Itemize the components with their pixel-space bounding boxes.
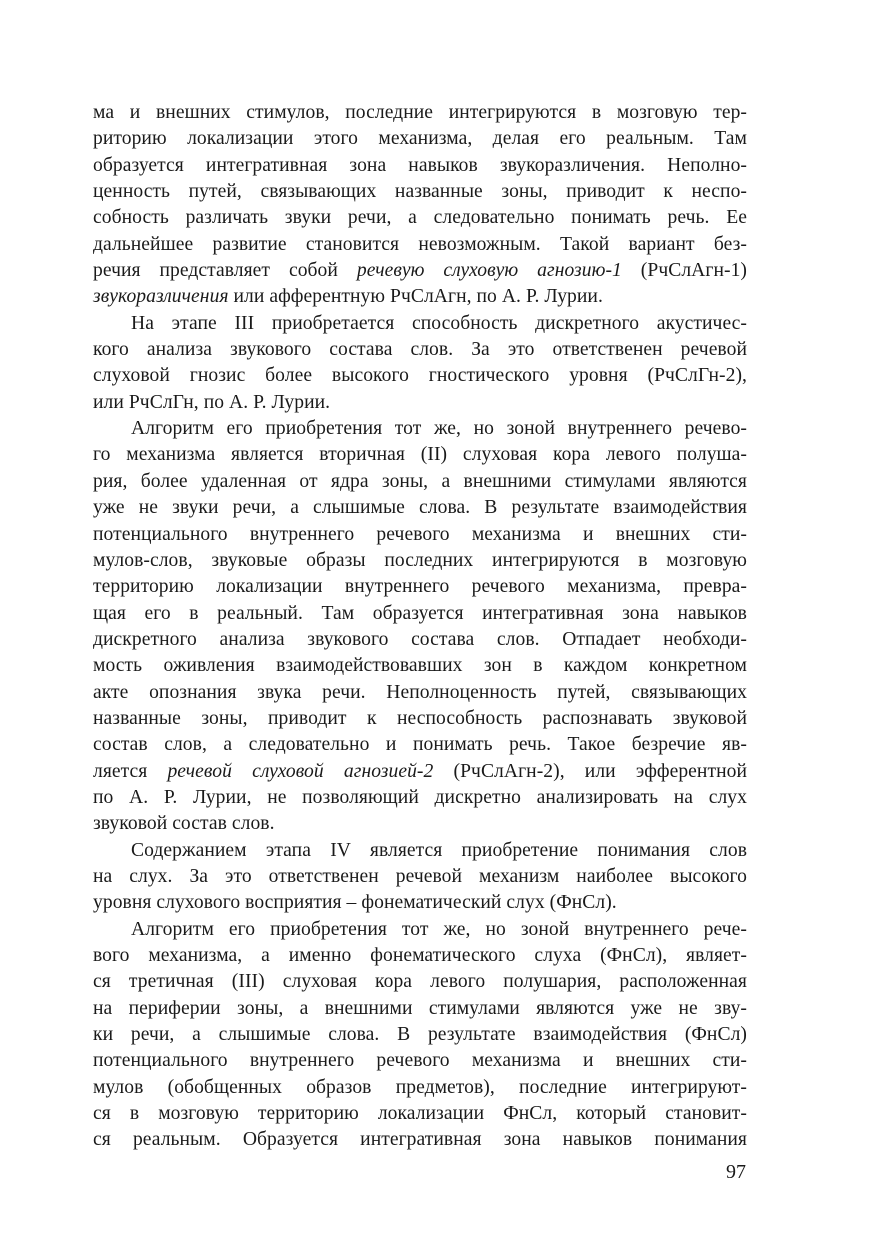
text-line: [93, 179, 747, 205]
text-run: вого механизма, а именно фонематического слуха (ФнСл), являет-: [93, 945, 747, 966]
page-number: 97: [726, 1161, 746, 1183]
text-line: [93, 153, 747, 179]
text-run: потенциального внутреннего речевого механизма и внешних сти-: [93, 523, 747, 545]
text-run: ма и внешних стимулов, последние интегрируются в мозговую тер-: [93, 102, 747, 123]
text-run: названные зоны, приводит к неспособность распознавать звуковой: [93, 707, 747, 729]
text-line: [93, 522, 747, 548]
text-line: [93, 996, 747, 1022]
text-line: [93, 442, 747, 468]
text-run: образуется интегративная зона навыков звукоразличения. Неполно-: [93, 154, 747, 176]
text-line: [93, 601, 747, 627]
text-run: дискретного анализа звукового состава слов. Отпадает необходи-: [93, 628, 747, 650]
text-run: мулов-слов, звуковые образы последних интегрируются в мозговую: [93, 549, 747, 571]
text-line: [93, 653, 747, 679]
text-line: [93, 100, 747, 126]
italic-term: речевую слуховую агнозию-1: [356, 260, 622, 282]
text-line: [93, 890, 747, 916]
text-line: [93, 574, 747, 600]
text-run: ценность путей, связывающих названные зоны, приводит к неспо-: [93, 181, 747, 203]
text-run: ся третичная (III) слуховая кора левого полушария, расположенная: [93, 971, 747, 993]
text-run: рия, более удаленная от ядра зоны, а внешними стимулами являются: [93, 470, 747, 492]
text-run: по А. Р. Лурии, не позволяющий дискретно анализировать на слух: [93, 786, 747, 808]
text-line: [93, 627, 747, 653]
text-line: [93, 1048, 747, 1074]
text-run: или РчСлГн, по А. Р. Лурии.: [93, 391, 331, 413]
text-line: [93, 363, 747, 389]
text-line: [93, 548, 747, 574]
text-run: ся реальным. Образуется интегративная зона навыков понимания: [93, 1129, 747, 1151]
text-run: состав слов, а следовательно и понимать речь. Такое безречие яв-: [93, 734, 747, 756]
text-line: [93, 337, 747, 363]
text-run: кого анализа звукового состава слов. За это ответственен речевой: [93, 339, 747, 361]
text-line: [93, 1075, 747, 1101]
text-line: [93, 495, 747, 521]
italic-term: звукоразличения: [93, 286, 229, 308]
text-line: [93, 126, 747, 152]
text-line: [93, 284, 747, 310]
text-run: слуховой гнозис более высокого гностического уровня (РчСлГн-2),: [93, 365, 747, 387]
text-run: речия представляет собой: [93, 260, 357, 282]
text-run: уже не звуки речи, а слышимые слова. В результате взаимодействия: [93, 497, 747, 519]
text-run: ки речи, а слышимые слова. В результате взаимодействия (ФнСл): [93, 1024, 747, 1046]
italic-term: речевой слуховой агнозией-2: [167, 760, 434, 782]
text-line: [93, 864, 747, 890]
text-line: [93, 416, 747, 442]
text-run: На этапе III приобретается способность дискретного акустичес-: [131, 312, 747, 334]
text-line: [93, 311, 747, 337]
text-line: [93, 232, 747, 258]
text-run: территорию локализации внутреннего речевого механизма, превра-: [93, 576, 747, 598]
text-line: [93, 706, 747, 732]
text-line: [93, 1101, 747, 1127]
text-line: [93, 680, 747, 706]
text-run: го механизма является вторичная (II) слуховая кора левого полуша-: [93, 444, 747, 466]
text-line: [93, 1127, 747, 1153]
text-run: потенциального внутреннего речевого механизма и внешних сти-: [93, 1050, 747, 1072]
text-line: [93, 1022, 747, 1048]
text-line: [93, 838, 747, 864]
text-line: [93, 390, 747, 416]
text-run: Алгоритм его приобретения тот же, но зоной внутреннего рече-: [131, 918, 747, 940]
text-run: акте опознания звука речи. Неполноценность путей, связывающих: [93, 681, 747, 703]
text-run: Алгоритм его приобретения тот же, но зоной внутреннего речево-: [131, 418, 747, 440]
text-run: щая его в реальный. Там образуется интегративная зона навыков: [93, 602, 747, 624]
text-run: на слух. За это ответственен речевой механизм наиболее высокого: [93, 865, 747, 887]
text-run: (РчСлАгн-1): [621, 260, 747, 282]
text-run: ся в мозговую территорию локализации ФнСл, который становит-: [93, 1103, 747, 1125]
text-run: ляется: [93, 760, 168, 782]
text-run: мость оживления взаимодействовавших зон в каждом конкретном: [93, 655, 747, 677]
text-line: [93, 969, 747, 995]
text-run: мулов (обобщенных образов предметов), последние интегрируют-: [93, 1076, 747, 1098]
text-line: [93, 258, 747, 284]
text-line: [93, 469, 747, 495]
text-run: на периферии зоны, а внешними стимулами являются уже не зву-: [93, 997, 747, 1019]
text-line: [93, 917, 747, 943]
text-line: [93, 205, 747, 231]
text-run: риторию локализации этого механизма, делая его реальным. Там: [93, 128, 747, 150]
text-line: [93, 759, 747, 785]
text-line: [93, 943, 747, 969]
body-text: [93, 100, 747, 1154]
text-line: [93, 811, 747, 837]
text-run: уровня слухового восприятия – фонематический слух (ФнСл).: [93, 892, 617, 914]
text-run: дальнейшее развитие становится невозможным. Такой вариант без-: [93, 233, 747, 255]
text-run: или афферентную РчСлАгн, по А. Р. Лурии.: [228, 286, 603, 308]
text-line: [93, 732, 747, 758]
text-run: Содержанием этапа IV является приобретение понимания слов: [131, 839, 747, 861]
text-line: [93, 785, 747, 811]
text-run: собность различать звуки речи, а следовательно понимать речь. Ее: [93, 207, 747, 229]
text-run: (РчСлАгн-2), или эфферентной: [433, 760, 747, 782]
text-run: звуковой состав слов.: [93, 813, 275, 835]
